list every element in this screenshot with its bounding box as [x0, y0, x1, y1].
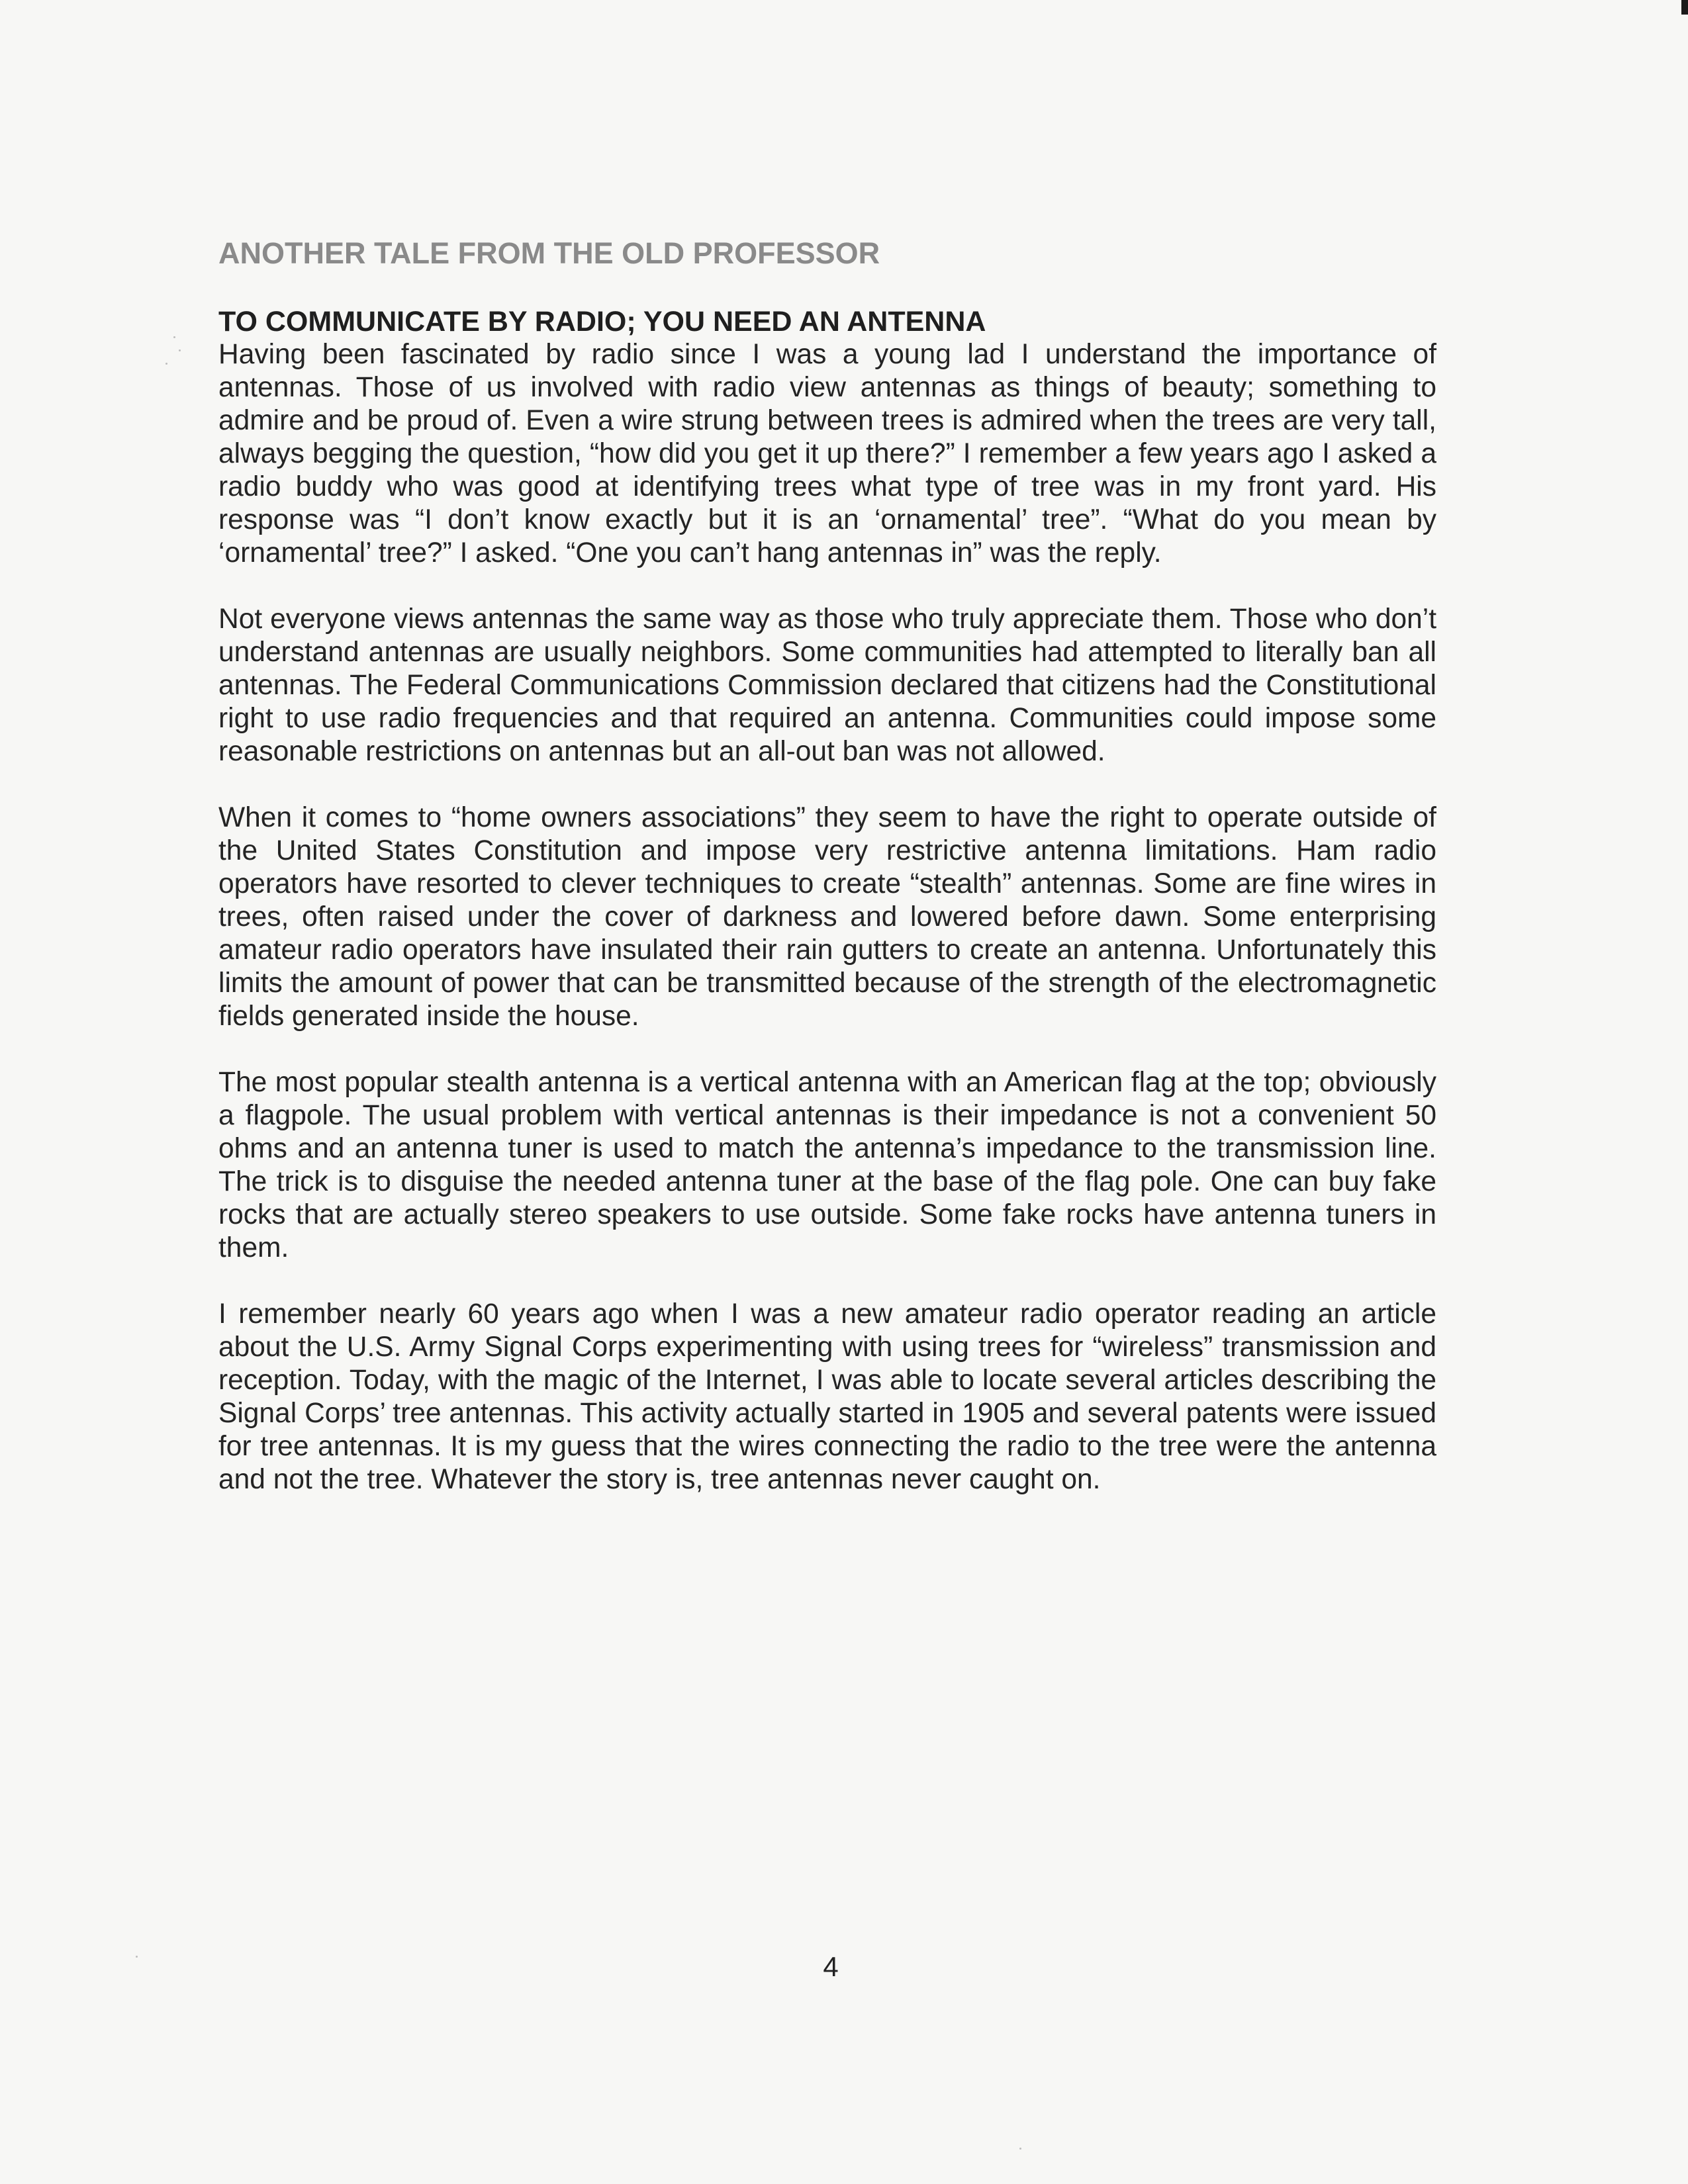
article-title: TO COMMUNICATE BY RADIO; YOU NEED AN ANTENNA: [218, 306, 986, 338]
series-title: ANOTHER TALE FROM THE OLD PROFESSOR: [218, 236, 880, 270]
scan-speck: [173, 336, 175, 338]
scan-corner-mark: [1681, 0, 1688, 15]
page-number: 4: [823, 1951, 839, 1982]
paragraph: I remember nearly 60 years ago when I was a new amateur radio operator reading an article about the U.S. Army Signal Corps experimenting with using trees for “wireless” transmission and reception. Today, with the magic of the Internet, I was able to locate several articles describing the Signal Corps’ tree antennas. This activity actually started in 1905 and several patents were issued for tree antennas. It is my guess that the wires connecting the radio to the tree were the antenna and not the tree. Whatever the story is, tree antennas never caught on.: [218, 1298, 1436, 1495]
scan-speck: [1019, 2148, 1021, 2150]
paragraph: Not everyone views antennas the same way as those who truly appreciate them. Those who don’t understand antennas are usually neighbors. Some communities had attempted to literally ban all antennas. The Federal Communications Commission declared that citizens had the Constitutional right to use radio frequencies and that required an antenna. Communities could impose some reasonable restrictions on antennas but an all-out ban was not allowed.: [218, 604, 1436, 767]
scan-speck: [165, 363, 167, 365]
paragraph: When it comes to “home owners associations” they seem to have the right to operate outside of the United States Constitution and impose very restrictive antenna limitations. Ham radio operators have resorted to clever techniques to create “stealth” antennas. Some are fine wires in trees, often raised under the cover of darkness and lowered before dawn. Some enterprising amateur radio operators have insulated their rain gutters to create an antenna. Unfortunately this limits the amount of power that can be transmitted because of the strength of the electromagnetic fields generated inside the house.: [218, 802, 1436, 1032]
document-body: [218, 235, 1436, 1529]
scan-speck: [179, 349, 181, 351]
paragraph: The most popular stealth antenna is a vertical antenna with an American flag at the top; obviously a flagpole. The usual problem with vertical antennas is their impedance is not a convenient 50 ohms and an antenna tuner is used to match the antenna’s impedance to the transmission line. The trick is to disguise the needed antenna tuner at the base of the flag pole. One can buy fake rocks that are actually stereo speakers to use outside. Some fake rocks have antenna tuners in them.: [218, 1067, 1436, 1263]
scan-speck: [136, 1956, 138, 1958]
paragraph: Having been fascinated by radio since I was a young lad I understand the importance of antennas. Those of us involved with radio view antennas as things of beauty; something to admire and be proud of. Even a wire strung between trees is admired when the trees are very tall, always begging the question, “how did you get it up there?” I remember a few years ago I asked a radio buddy who was good at identifying trees what type of tree was in my front yard. His response was “I don’t know exactly but it is an ‘ornamental’ tree”. “What do you mean by ‘ornamental’ tree?” I asked. “One you can’t hang antennas in” was the reply.: [218, 339, 1436, 569]
